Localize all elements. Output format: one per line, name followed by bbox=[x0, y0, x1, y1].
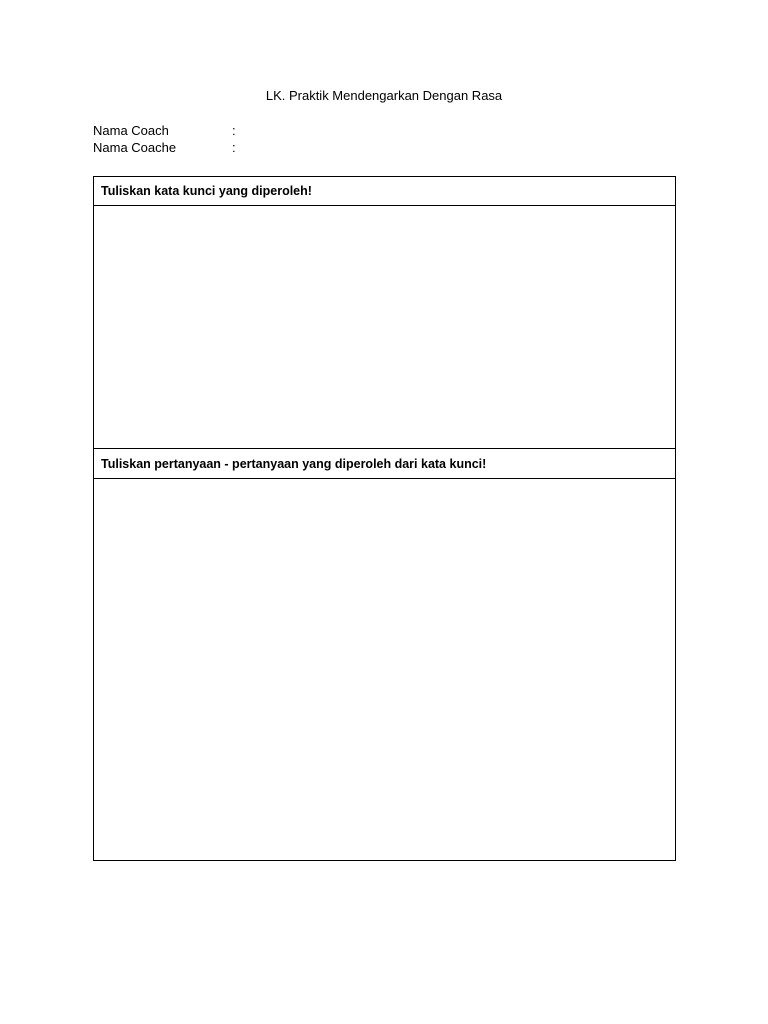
field-nama-coach bbox=[93, 122, 393, 139]
document-title: LK. Praktik Mendengarkan Dengan Rasa bbox=[265, 88, 503, 103]
field-separator: : bbox=[232, 123, 236, 138]
field-nama-coache bbox=[93, 139, 393, 156]
field-separator: : bbox=[232, 140, 236, 155]
section-heading-pertanyaan: Tuliskan pertanyaan - pertanyaan yang diperoleh dari kata kunci! bbox=[94, 450, 675, 479]
worksheet-table bbox=[93, 176, 676, 861]
field-label: Nama Coach bbox=[93, 123, 169, 138]
answer-area-pertanyaan[interactable] bbox=[94, 479, 675, 860]
answer-area-kata-kunci[interactable] bbox=[94, 206, 675, 449]
field-label: Nama Coache bbox=[93, 140, 177, 155]
section-heading-kata-kunci: Tuliskan kata kunci yang diperoleh! bbox=[94, 177, 675, 206]
